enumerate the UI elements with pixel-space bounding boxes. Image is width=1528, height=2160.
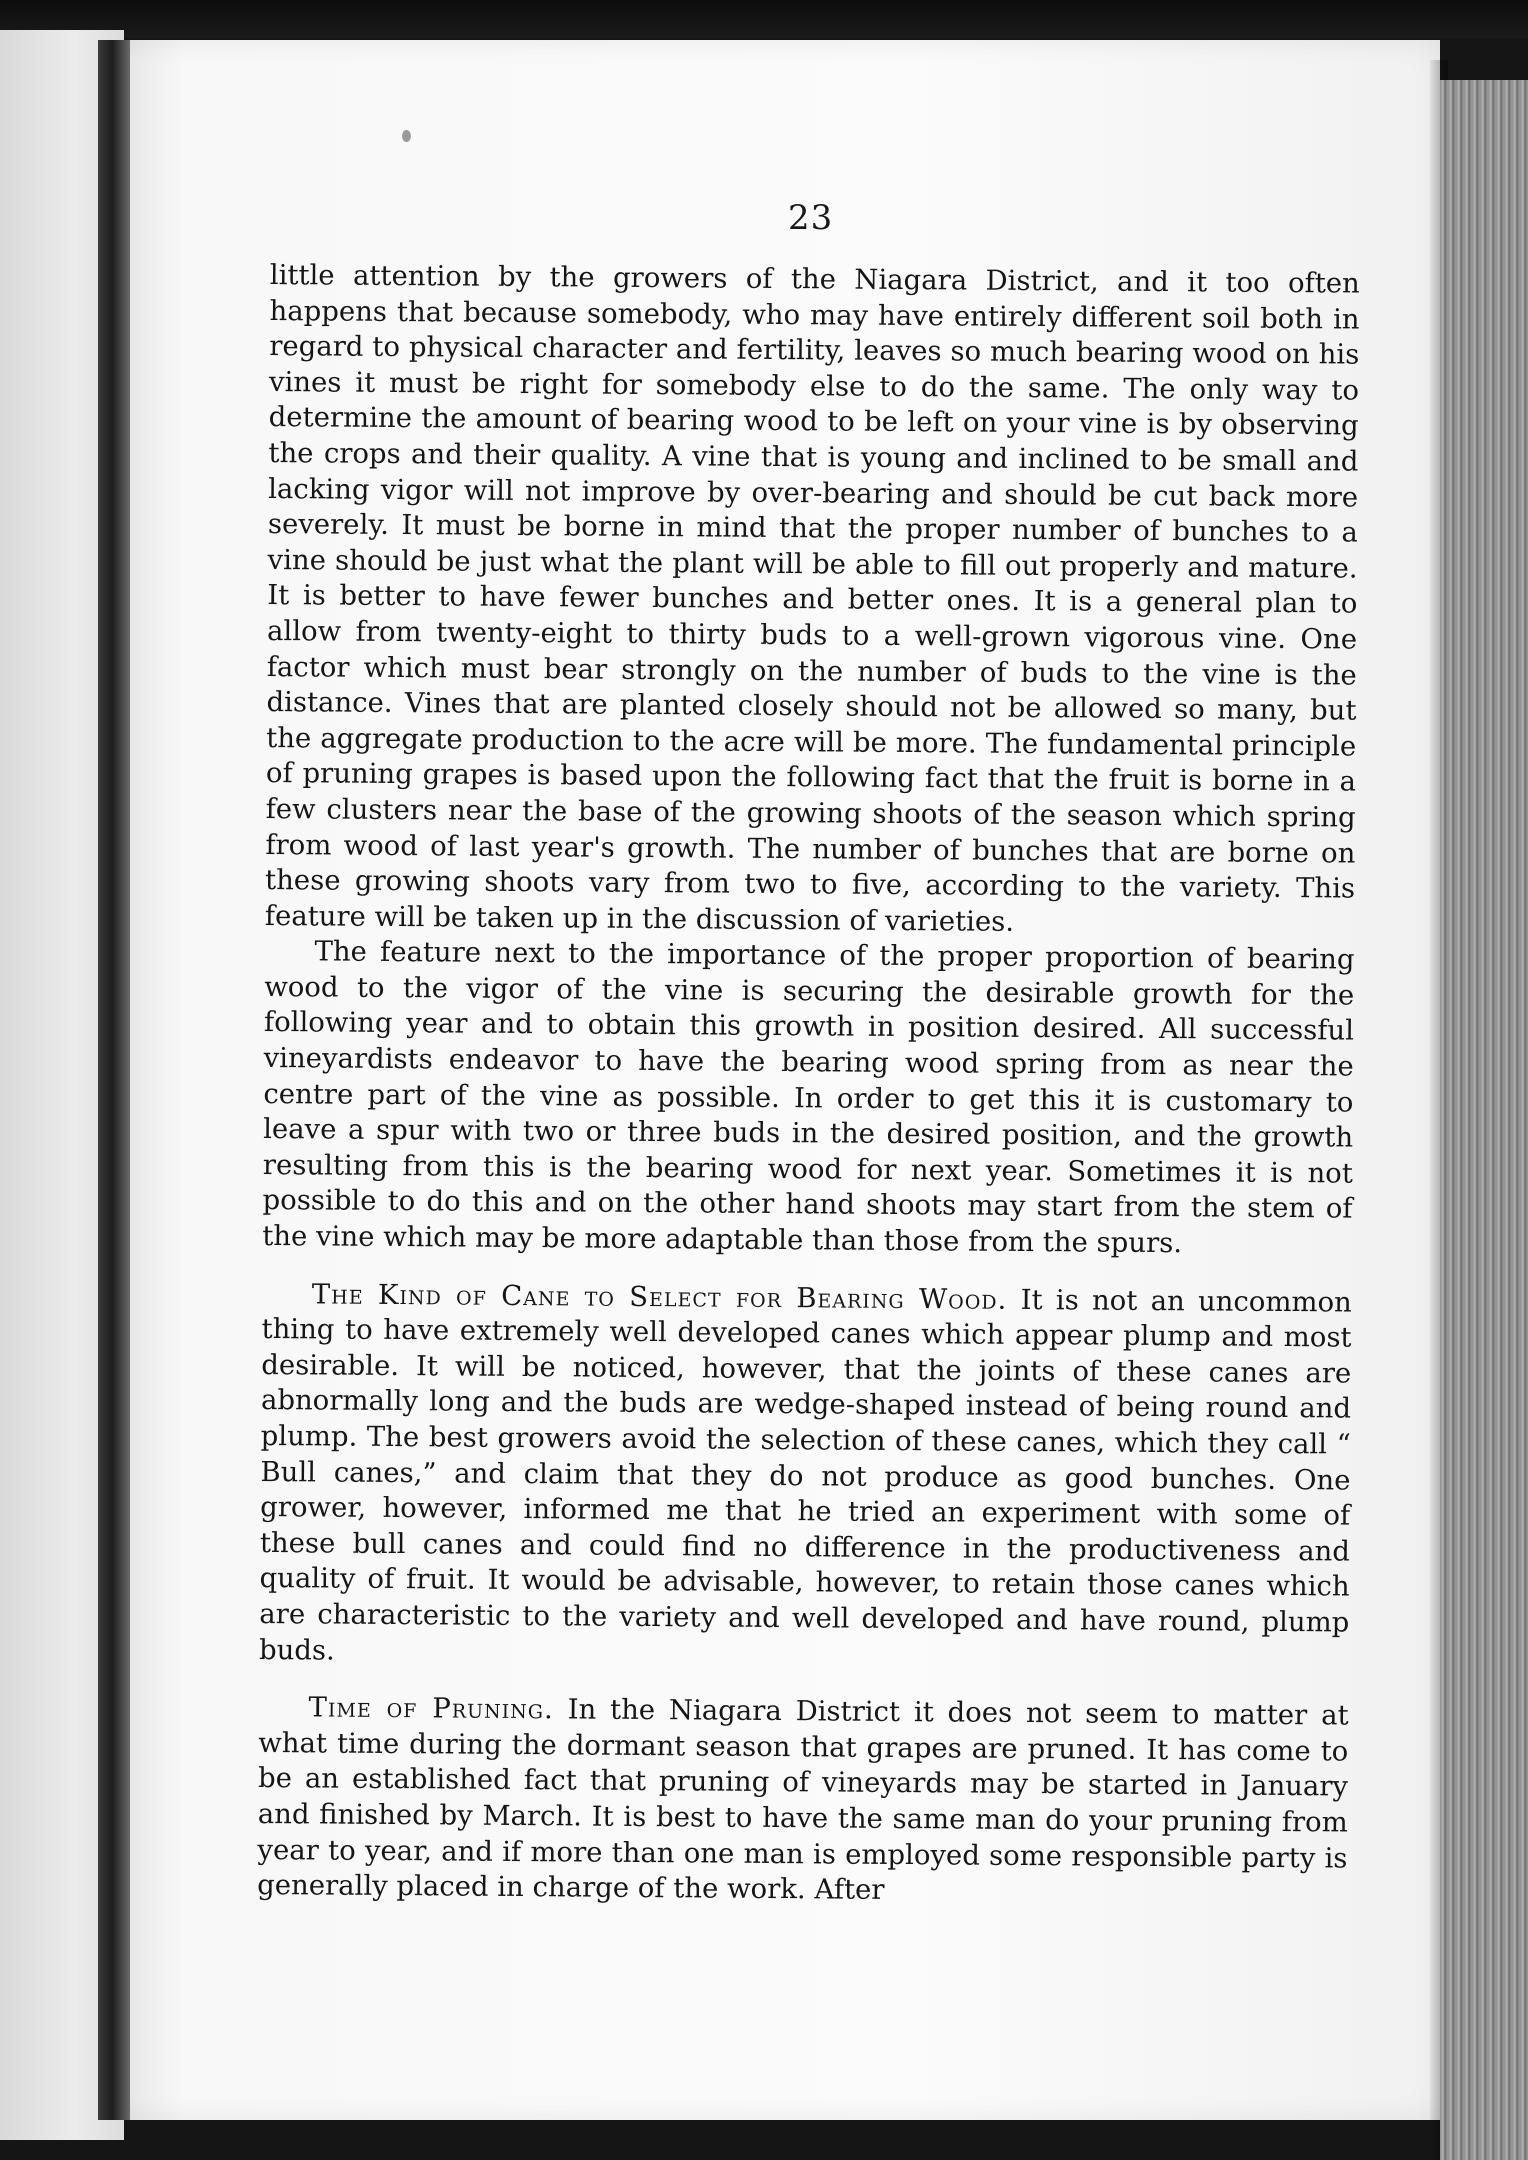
page-number: 23	[788, 198, 834, 238]
paragraph-text: It is not an uncommon thing to have extremely well developed canes which appear plump and most desirable. It will be noticed, however, that the joints of these canes are abnormally long and the buds are wedge-shaped instead of being round and plump. The best growers avoid the selection of these canes, which they call “ Bull canes,” and claim that they do not produce as good bunches. One grower, however, informed me that he tried an experiment with some of these bull canes and could find no difference in the productiveness and quality of fruit. It would be advisable, however, to retain those canes which are characteristic to the variety and well developed and have round, plump buds.	[258, 1283, 1352, 1667]
book-gutter	[98, 40, 130, 2120]
section-heading: The Kind of Cane to Select for Bearing Wood.	[311, 1277, 1008, 1316]
paragraph-continuation	[265, 258, 1360, 943]
paragraph	[262, 934, 1354, 1263]
body-text	[257, 258, 1360, 1912]
page-stack-edges	[1440, 80, 1528, 2160]
paper-speck	[402, 130, 411, 142]
paragraph-text: In the Niagara District it does not seem to matter at what time during the dormant season that grapes are pruned. It has come to be an established fact that pruning of vineyards may be started in January and finished by March. It is best to have the same man do your pruning from year to year, and if more than one man is employed some responsible party is generally placed in charge of the work. After	[257, 1693, 1349, 1907]
paragraph-text: The feature next to the importance of the proper proportion of bearing wood to the vigor of the vine is securing the desirable growth for the following year and to obtain this growth in position desired. All successful vineyardists endeavor to have the bearing wood spring from as near the centre part of the vine as possible. In order to get this it is customary to leave a spur with two or three buds in the desired position, and the growth resulting from this is the bearing wood for next year. Sometimes it is not possible to do this and on the other hand shoots may start from the stem of the vine which may be more adaptable than those from the spurs.	[262, 935, 1355, 1260]
section-heading: Time of Pruning.	[308, 1691, 554, 1726]
scanner-background	[0, 0, 1528, 38]
paragraph-text: little attention by the growers of the Niagara District, and it too often happens that because somebody, who may have entirely different soil both in regard to physical character and fertility, leaves so much bearing wood on his vines it must be right for somebody else to do the same. The only way to determine the amount of bearing wood to be left on your vine is by observing the crops and their quality. A vine that is young and inclined to be small and lacking vigor will not improve by over-bearing and should be cut back more severely. It must be borne in mind that the proper number of bunches to a vine should be just what the plant will be able to fill out properly and mature. It is better to have fewer bunches and better ones. It is a general plan to allow from twenty-eight to thirty buds to a well-grown vigorous vine. One factor which must bear strongly on the number of buds to the vine is the distance. Vines that are planted closely should not be allowed so many, but the aggregate production to the acre will be more. The fundamental principle of pruning grapes is based upon the following fact that the fruit is borne in a few clusters near the base of the growing shoots of the season which spring from wood of last year's growth. The number of bunches that are borne on these growing shoots vary from two to five, according to the variety. This feature will be taken up in the discussion of varieties.	[264, 258, 1360, 938]
section-time-of-pruning	[257, 1690, 1349, 1912]
section-bearing-wood	[259, 1277, 1352, 1677]
